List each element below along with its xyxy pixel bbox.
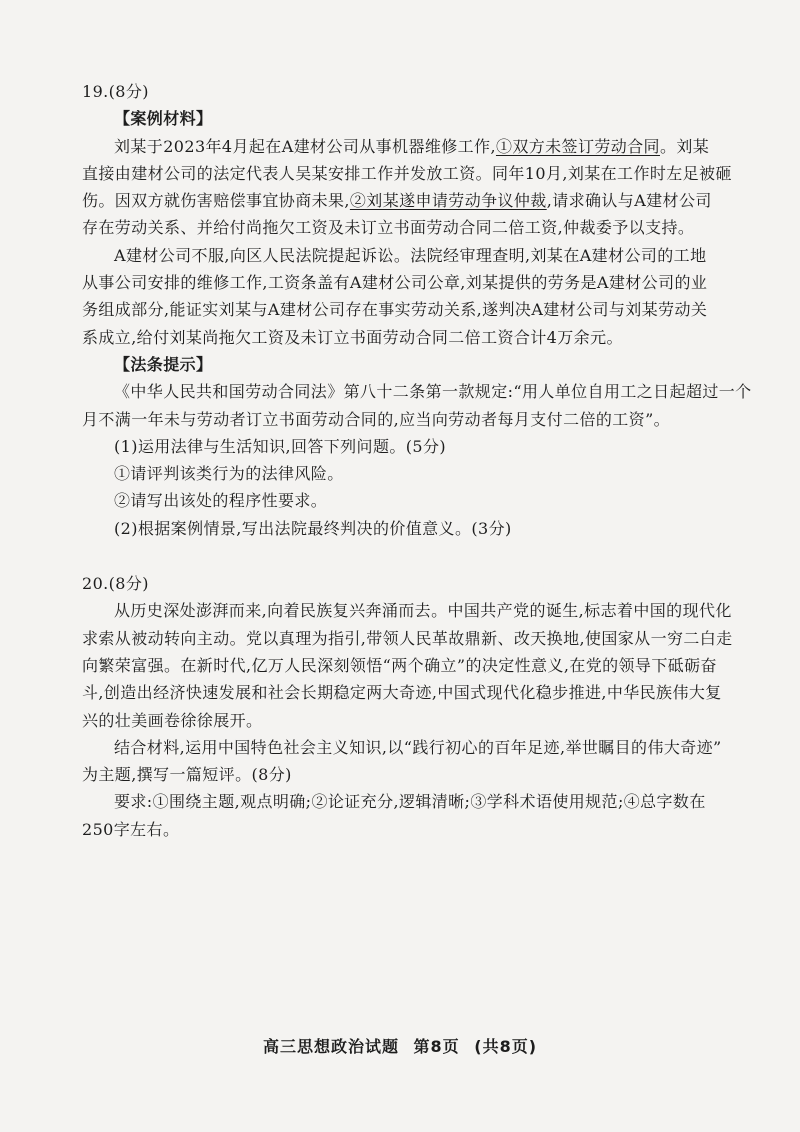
case-line: 务组成部分,能证实刘某与A建材公司存在事实劳动关系,遂判决A建材公司与刘某劳动关 xyxy=(82,300,708,320)
law-line: 《中华人民共和国劳动合同法》第八十二条第一款规定:“用人单位自用工之日起超过一个 xyxy=(114,382,752,402)
underlined-phrase-2: ②刘某遂申请劳动争议仲裁 xyxy=(349,191,547,211)
case-line: 系成立,给付刘某尚拖欠工资及未订立书面劳动合同二倍工资合计4万余元。 xyxy=(82,327,623,347)
question-spacer xyxy=(82,542,722,570)
task-line: 结合材料,运用中国特色社会主义知识,以“践行初心的百年足迹,举世瞩目的伟大奇迹” xyxy=(114,737,722,757)
underlined-phrase-1: ①双方未签订劳动合同 xyxy=(495,136,660,156)
footer-subject: 高三思想政治试题 xyxy=(262,1037,399,1056)
requirements-paragraph xyxy=(82,788,722,843)
law-hint-text xyxy=(82,378,752,433)
page-footer xyxy=(0,1034,800,1057)
case-material-heading: 【案例材料】 xyxy=(114,109,213,129)
material-paragraph xyxy=(82,597,733,733)
text-span: 伤。因双方就伤害赔偿事宜协商未果, xyxy=(82,191,350,211)
material-line: 斗,创造出经济快速发展和社会长期稳定两大奇迹,中国式现代化稳步推进,中华民族伟大复 xyxy=(82,683,722,703)
requirements-line: 要求:①围绕主题,观点明确;②论证充分,逻辑清晰;③学科术语使用规范;④总字数在 xyxy=(114,792,706,812)
footer-total-pages: (共8页) xyxy=(474,1037,538,1056)
material-line: 兴的壮美画卷徐徐展开。 xyxy=(82,710,263,730)
case-line xyxy=(82,133,722,160)
question-20-number: 20.(8分) xyxy=(82,574,149,594)
case-line: 从事公司安排的维修工作,工资条盖有A建材公司公章,刘某提供的劳务是A建材公司的业 xyxy=(82,273,708,293)
text-span: 刘某于2023年4月起在A建材公司从事机器维修工作, xyxy=(114,136,496,156)
law-line: 月不满一年未与劳动者订立书面劳动合同的,应当向劳动者每月支付二倍的工资”。 xyxy=(82,409,671,429)
material-line: 求索从被动转向主动。党以真理为指引,带领人民革故鼎新、改天换地,使国家从一穷二白走 xyxy=(82,628,733,648)
question-20 xyxy=(82,570,733,843)
sub-question-2: (2)根据案例情景,写出法院最终判决的价值意义。(3分) xyxy=(114,518,512,538)
exam-page-content xyxy=(82,78,752,843)
case-paragraph-1 xyxy=(82,133,732,242)
case-line xyxy=(82,187,722,214)
question-19-number: 19.(8分) xyxy=(82,82,149,101)
material-line: 向繁荣富强。在新时代,亿万人民深刻领悟“两个确立”的决定性意义,在党的领导下砥砺奋 xyxy=(82,655,717,675)
text-span: ,请求确认与A建材公司 xyxy=(546,191,712,211)
task-line: 为主题,撰写一篇短评。(8分) xyxy=(82,765,292,785)
footer-page-number: 第8页 xyxy=(413,1037,460,1056)
sub-question-1a: ①请评判该类行为的法律风险。 xyxy=(114,464,344,484)
text-span: 。刘某 xyxy=(659,136,710,156)
requirements-line: 250字左右。 xyxy=(82,819,180,839)
sub-question-1: (1)运用法律与生活知识,回答下列问题。(5分) xyxy=(114,436,447,456)
sub-question-1b: ②请写出该处的程序性要求。 xyxy=(114,491,328,511)
task-paragraph xyxy=(82,734,722,789)
case-paragraph-2 xyxy=(82,242,722,351)
material-line: 从历史深处澎湃而来,向着民族复兴奔涌而去。中国共产党的诞生,标志着中国的现代化 xyxy=(114,601,732,621)
case-line: A建材公司不服,向区人民法院提起诉讼。法院经审理查明,刘某在A建材公司的工地 xyxy=(114,245,707,265)
case-line: 存在劳动关系、并给付尚拖欠工资及未订立书面劳动合同二倍工资,仲裁委予以支持。 xyxy=(82,218,695,238)
case-line: 直接由建材公司的法定代表人吴某安排工作并发放工资。同年10月,刘某在工作时左足被砸 xyxy=(82,163,732,183)
question-19 xyxy=(82,78,752,542)
law-hint-heading: 【法条提示】 xyxy=(114,354,213,374)
